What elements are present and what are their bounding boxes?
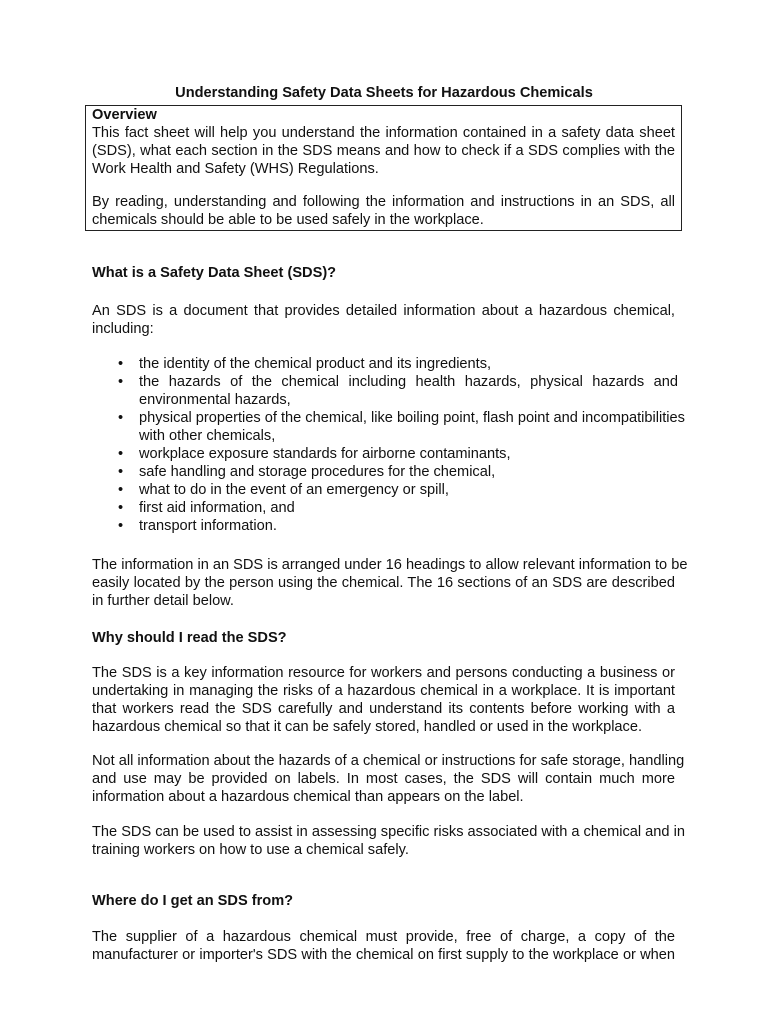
- overview-paragraph-1: [92, 124, 675, 178]
- list-item: [118, 355, 678, 373]
- text-line: training workers on how to use a chemical safely.: [92, 842, 409, 858]
- document-title: Understanding Safety Data Sheets for Hazardous Chemicals: [175, 85, 593, 101]
- text-line: The supplier of a hazardous chemical must provide, free of charge, a copy of the: [92, 929, 675, 945]
- list-item: [118, 373, 678, 409]
- why-read-paragraph-1: [92, 664, 675, 736]
- sds-intro-paragraph: [92, 302, 675, 338]
- bullet-icon: •: [118, 410, 124, 426]
- bullet-icon: •: [118, 518, 124, 534]
- list-item: [118, 481, 678, 499]
- text-line: Work Health and Safety (WHS) Regulations.: [92, 161, 379, 177]
- text-line: workplace exposure standards for airborne contaminants,: [139, 446, 511, 462]
- list-item: [118, 409, 685, 445]
- text-line: (SDS), what each section in the SDS means and how to check if a SDS complies with the: [92, 143, 675, 159]
- text-line: information about a hazardous chemical than appears on the label.: [92, 789, 524, 805]
- text-line: and use may be provided on labels. In most cases, the SDS will contain much more: [92, 771, 675, 787]
- list-item: [118, 517, 678, 535]
- text-line: that workers read the SDS carefully and understand its contents before working with a: [92, 701, 675, 717]
- text-line: Not all information about the hazards of a chemical or instructions for safe storage, handling: [92, 753, 685, 769]
- text-line: This fact sheet will help you understand the information contained in a safety data sheet: [92, 125, 675, 141]
- text-line: including:: [92, 321, 154, 337]
- text-line: easily located by the person using the chemical. The 16 sections of an SDS are described: [92, 575, 675, 591]
- why-read-paragraph-3: [92, 823, 685, 859]
- text-line: physical properties of the chemical, like boiling point, flash point and incompatibilities: [139, 410, 685, 426]
- text-line: safe handling and storage procedures for the chemical,: [139, 464, 496, 480]
- sds-sections-paragraph: [92, 556, 688, 610]
- bullet-icon: •: [118, 446, 124, 462]
- text-line: first aid information, and: [139, 500, 295, 516]
- text-line: in further detail below.: [92, 593, 234, 609]
- bullet-icon: •: [118, 464, 124, 480]
- why-read-paragraph-2: [92, 752, 685, 806]
- overview-paragraph-2: [92, 193, 675, 229]
- text-line: The information in an SDS is arranged under 16 headings to allow relevant information to be: [92, 557, 688, 573]
- text-line: the hazards of the chemical including health hazards, physical hazards and: [139, 374, 678, 390]
- text-line: chemicals should be able to be used safely in the workplace.: [92, 212, 484, 228]
- list-item: [118, 445, 678, 463]
- text-line: with other chemicals,: [139, 428, 276, 444]
- sds-contents-list: [118, 355, 685, 535]
- where-get-paragraph: [92, 928, 675, 964]
- text-line: environmental hazards,: [139, 392, 291, 408]
- text-line: The SDS is a key information resource for workers and persons conducting a business or: [92, 665, 675, 681]
- section-heading-what-is-sds: What is a Safety Data Sheet (SDS)?: [92, 265, 337, 281]
- text-line: undertaking in managing the risks of a hazardous chemical in a workplace. It is important: [92, 683, 675, 699]
- bullet-icon: •: [118, 356, 124, 372]
- text-line: The SDS can be used to assist in assessing specific risks associated with a chemical and in: [92, 824, 685, 840]
- overview-heading: Overview: [92, 107, 157, 123]
- bullet-icon: •: [118, 374, 124, 390]
- text-line: An SDS is a document that provides detailed information about a hazardous chemical,: [92, 303, 675, 319]
- text-line: hazardous chemical so that it can be safely stored, handled or used in the workplace.: [92, 719, 643, 735]
- section-heading-why-read: Why should I read the SDS?: [92, 630, 287, 646]
- text-line: what to do in the event of an emergency or spill,: [139, 482, 449, 498]
- section-heading-where-get: Where do I get an SDS from?: [92, 893, 294, 909]
- text-line: transport information.: [139, 518, 277, 534]
- text-line: manufacturer or importer's SDS with the chemical on first supply to the workplace or when: [92, 947, 675, 963]
- text-line: the identity of the chemical product and its ingredients,: [139, 356, 492, 372]
- text-line: By reading, understanding and following the information and instructions in an SDS, all: [92, 194, 675, 210]
- bullet-icon: •: [118, 500, 124, 516]
- list-item: [118, 499, 678, 517]
- list-item: [118, 463, 678, 481]
- bullet-icon: •: [118, 482, 124, 498]
